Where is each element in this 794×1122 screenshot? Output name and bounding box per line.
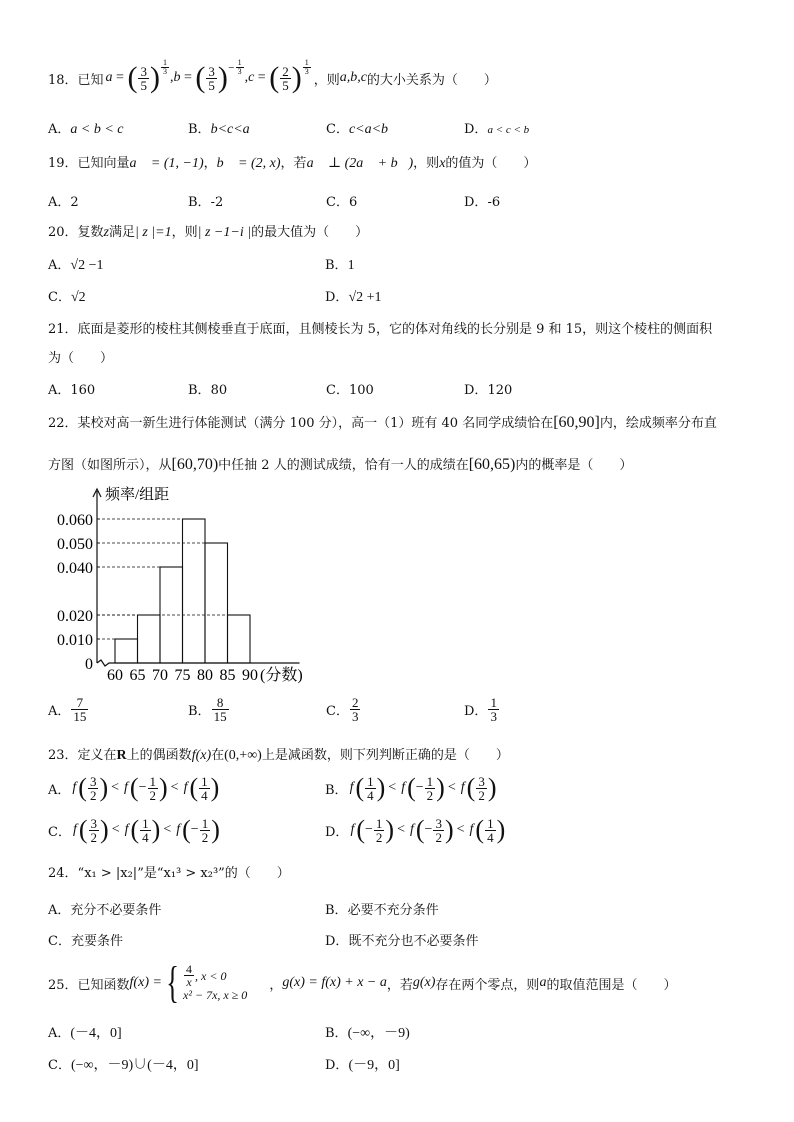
less-than: < — [456, 822, 465, 837]
q21-option-b[interactable]: B．80 — [188, 383, 228, 398]
fraction: $\frac{1}{4}$ — [487, 815, 494, 845]
paren: ( — [78, 773, 87, 802]
q25-stem: 25．已知函数 f(x) = { $\frac{4}{x}$ , x < 0 x² − 7x, x ≥ 0 ， g(x) = f(x) + x − a ，若 g(x) 存在两个零点，则 a 的取值范围是（ ） — [48, 958, 677, 1007]
q18-stem — [48, 57, 497, 94]
function-symbol: f — [469, 822, 474, 837]
q25-fx: f(x) = — [129, 975, 162, 990]
paren: ( — [129, 773, 139, 802]
y-tick-label: 0 — [85, 656, 93, 673]
q19-option-a[interactable]: A．2 — [48, 195, 79, 210]
q20-option-d[interactable]: D．√2 +1 — [325, 290, 382, 305]
fraction: $\frac{3}{2}$ — [478, 773, 485, 803]
paren: ) — [99, 773, 109, 802]
y-tick-label: 0.020 — [57, 608, 93, 625]
paren: ) — [100, 815, 109, 844]
q20-condition-2: | z −1−i | — [197, 225, 252, 240]
x-axis-label: (分数) — [260, 667, 303, 684]
x-tick-label: 70 — [152, 667, 168, 684]
paren: ) — [436, 773, 445, 802]
option-label: B． — [325, 782, 348, 798]
function-symbol: f — [460, 780, 465, 795]
function-symbol: f — [124, 780, 128, 795]
frequency-histogram — [45, 485, 365, 690]
paren: ( — [475, 815, 485, 844]
q25-option-a[interactable]: A．(－4，0] — [48, 1026, 122, 1041]
q22-interval-2: [60,70) — [171, 456, 219, 473]
q18-stem-c: 的大小关系为（ ） — [366, 72, 497, 88]
paren: ) — [444, 815, 454, 844]
q22-option-b[interactable]: B． $\frac{8}{15}$ — [188, 695, 227, 724]
q19-options — [48, 191, 748, 209]
sign: − — [190, 822, 199, 837]
paren: ) — [496, 815, 506, 844]
x-tick-label: 90 — [242, 667, 258, 684]
y-tick-label: 0.040 — [57, 560, 93, 577]
histogram-bar — [228, 615, 251, 663]
histogram-bar — [115, 639, 138, 663]
q18-option-a[interactable]: A．a < b < c — [48, 122, 124, 137]
q19-condition: a⃗ ⊥ (2a⃗ + b⃗) — [306, 156, 414, 171]
function-symbol: f — [183, 780, 188, 795]
option-label: A． — [48, 782, 71, 798]
x-tick-label: 85 — [219, 667, 236, 684]
q20-condition-1: | z |=1 — [135, 225, 172, 240]
q25-piecewise: $\frac{4}{x}$ , x < 0 x² − 7x, x ≥ 0 — [183, 962, 248, 1003]
fraction: $\frac{3}{2}$ — [89, 773, 97, 803]
fraction: $\frac{3}{2}$ — [435, 815, 442, 845]
sign: − — [365, 822, 373, 837]
q21-option-a[interactable]: A．160 — [48, 383, 96, 398]
q20-stem: 20．复数z满足| z |=1，则| z −1−i |的最大值为（ ） — [48, 225, 369, 240]
q19-vector-a: a⃗ = (1, −1) — [129, 156, 204, 171]
paren: ) — [159, 773, 168, 802]
y-tick-label: 0.060 — [57, 512, 93, 529]
q18-option-c[interactable]: C．c<a<b — [326, 122, 389, 137]
x-tick-label: 80 — [197, 667, 213, 684]
left-brace-icon: { — [166, 958, 179, 1007]
q19-stem-a: 19．已知向量 — [48, 156, 130, 171]
function-symbol: f — [124, 822, 129, 837]
paren: ( — [355, 773, 365, 802]
q18-option-b[interactable]: B．b<c<a — [188, 122, 250, 137]
q20-option-b[interactable]: B．1 — [325, 258, 355, 273]
function-symbol: f — [72, 822, 77, 837]
paren: ( — [189, 773, 199, 802]
less-than: < — [163, 822, 172, 837]
q19-stem: 19．已知向量a⃗ = (1, −1)，b⃗ = (2, x)，若a⃗ ⊥ (2a⃗ + b⃗)，则x的值为（ ） — [48, 156, 537, 171]
q22-interval-3: [60,65) — [468, 456, 516, 473]
q18-expression: a = ( $\frac{3}{5}$ ) $\frac{1}{3}$ , b = ( $\frac{3}{5}$ ) − $\frac{1}{3}$ , c = ( $\frac{2}{5}$ ) $\frac{1}{3}$ — [105, 57, 309, 94]
q25-option-d[interactable]: D．(－9，0] — [325, 1058, 400, 1073]
paren: ( — [407, 773, 416, 802]
paren: ) — [210, 773, 220, 802]
less-than: < — [388, 780, 397, 795]
function-symbol: f — [349, 780, 354, 795]
q21-stem-line2: 为（ ） — [48, 351, 114, 366]
q19-option-d[interactable]: D．-6 — [464, 195, 501, 210]
paren: ( — [356, 815, 365, 844]
q24-stem: 24．“x₁ > |x₂|”是“x₁³ > x₂³”的（ ） — [48, 866, 290, 881]
q20-option-c[interactable]: C．√2 — [48, 290, 86, 305]
q22-interval-1: [60,90] — [553, 414, 600, 431]
q22-option-a[interactable]: A． $\frac{7}{15}$ — [48, 695, 87, 724]
q21-options — [48, 379, 748, 397]
paren: ( — [466, 773, 476, 802]
option-label: D． — [325, 824, 349, 840]
q23-option-a[interactable] — [48, 770, 219, 806]
fraction: $\frac{1}{2}$ — [149, 773, 156, 803]
paren: ( — [78, 815, 88, 844]
q23-stem: 23．定义在R上的偶函数f(x)在(0,+∞)上是减函数，则下列判断正确的是（ ） — [48, 748, 509, 763]
paren: ( — [130, 815, 140, 844]
y-axis-label: 频率/组距 — [105, 487, 170, 503]
q22-option-d[interactable]: D． $\frac{1}{3}$ — [464, 695, 497, 724]
x-tick-label: 65 — [129, 667, 146, 684]
q18-stem-a: 18．已知 — [48, 72, 104, 88]
paren: ) — [151, 815, 161, 844]
fraction: $\frac{1}{4}$ — [142, 815, 149, 845]
function-symbol: f — [350, 822, 355, 837]
y-tick-label: 0.050 — [57, 536, 93, 553]
q18-options — [48, 118, 748, 136]
less-than: < — [397, 822, 405, 837]
q22-stem-line2: 方图（如图所示），从[60,70)中任抽 2 人的测试成绩，恰有一人的成绩在[60,65)内的概率是（ ） — [48, 456, 633, 473]
histogram-bar — [183, 519, 206, 663]
sign: − — [424, 822, 433, 837]
q24-option-d[interactable]: D．既不充分也不必要条件 — [325, 934, 479, 949]
q24-option-c[interactable]: C．充要条件 — [48, 934, 123, 949]
histogram-bar — [205, 543, 228, 663]
q23-option-c[interactable] — [48, 812, 220, 848]
q19-option-c[interactable]: C．6 — [326, 195, 358, 210]
q21-option-d[interactable]: D．120 — [464, 383, 513, 398]
fraction: $\frac{1}{2}$ — [201, 815, 209, 845]
paren: ) — [487, 773, 497, 802]
less-than: < — [111, 822, 120, 837]
paren: ) — [376, 773, 386, 802]
less-than: < — [447, 780, 456, 795]
q22-options — [48, 696, 748, 736]
q19-vector-b: b⃗ = (2, x) — [216, 156, 281, 171]
paren: ( — [182, 815, 191, 844]
x-tick-label: 75 — [174, 667, 191, 684]
paren: ) — [385, 815, 395, 844]
q21-stem-line1: 21．底面是菱形的棱柱其侧棱垂直于底面，且侧棱长为 5，它的体对角线的长分别是 9 和 15，则这个棱柱的侧面积 — [48, 322, 713, 337]
q24-option-a[interactable]: A．充分不必要条件 — [48, 903, 162, 918]
q20-option-a[interactable]: A．√2 −1 — [48, 258, 104, 273]
q25-option-b[interactable]: B．(−∞，－9) — [325, 1026, 410, 1041]
q18-stem-b: ，则 — [313, 72, 340, 88]
q18-vars: a,b,c — [339, 70, 367, 85]
x-tick-label: 60 — [107, 667, 123, 684]
q18-option-d[interactable]: D．a < c < b — [464, 122, 530, 137]
q23-option-b[interactable] — [325, 770, 496, 806]
q22-stem-line1: 22．某校对高一新生进行体能测试（满分 100 分），高一（1）班有 40 名同学成绩恰在[60,90]内，绘成频率分布直 — [48, 414, 717, 431]
q19-option-b[interactable]: B．-2 — [188, 195, 224, 210]
fraction: $\frac{1}{4}$ — [367, 773, 374, 803]
paren: ( — [415, 815, 425, 844]
less-than: < — [170, 780, 179, 795]
fraction: $\frac{3}{2}$ — [90, 815, 98, 845]
sign: − — [415, 780, 424, 795]
q24-option-b[interactable]: B．必要不充分条件 — [325, 903, 439, 918]
paren: ) — [211, 815, 220, 844]
function-symbol: f — [72, 780, 77, 795]
function-symbol: f — [401, 780, 406, 795]
less-than: < — [111, 780, 120, 795]
histogram-bar — [138, 615, 161, 663]
option-label: C． — [48, 824, 71, 840]
q21-option-c[interactable]: C．100 — [326, 383, 374, 398]
q22-option-c[interactable]: C． $\frac{2}{3}$ — [326, 695, 359, 724]
function-symbol: f — [409, 822, 414, 837]
q25-option-c[interactable]: C．(−∞，－9)∪(－4，0] — [48, 1058, 199, 1073]
q23-option-d[interactable] — [325, 812, 505, 848]
y-tick-label: 0.010 — [57, 632, 93, 649]
fraction: $\frac{1}{4}$ — [201, 773, 208, 803]
function-symbol: f — [176, 822, 181, 837]
fraction: $\frac{1}{2}$ — [375, 815, 383, 845]
sign: − — [138, 780, 147, 795]
fraction: $\frac{1}{2}$ — [426, 773, 434, 803]
